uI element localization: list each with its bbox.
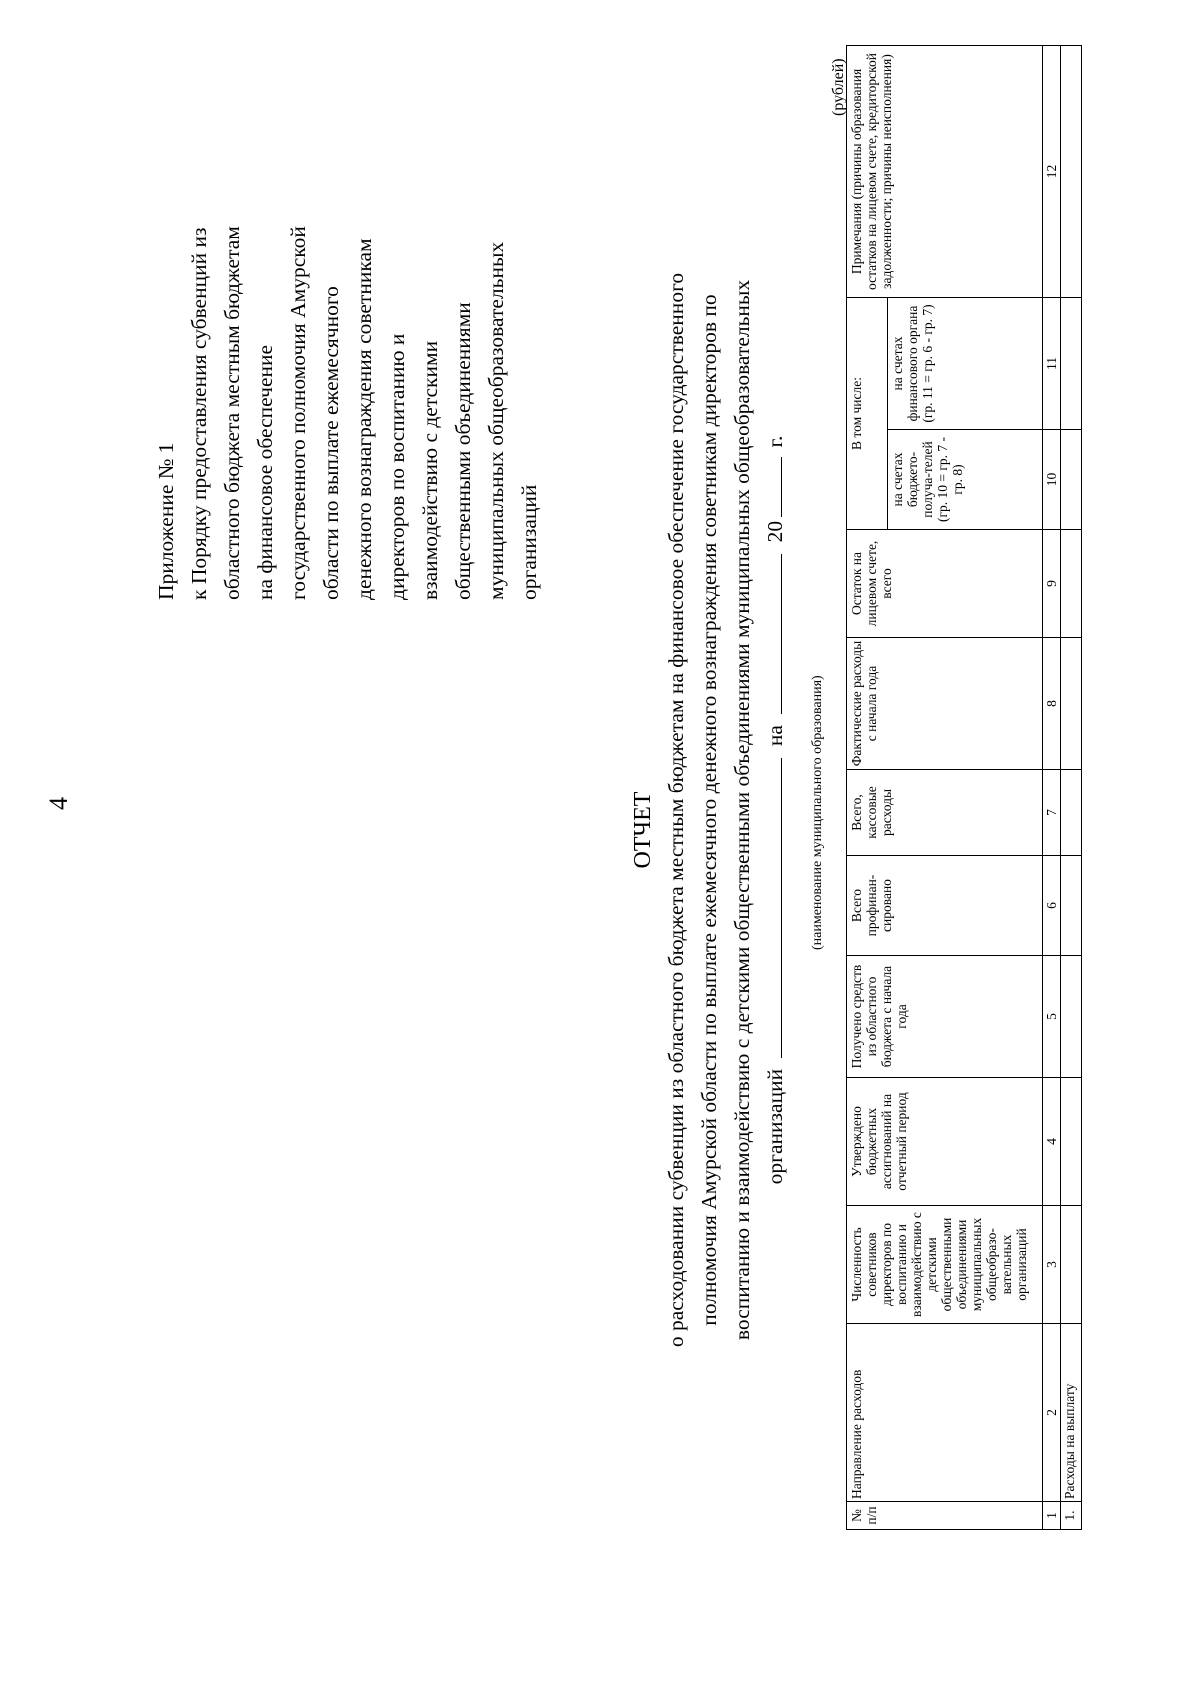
header-cell: Всего, кассовые расходы [847, 770, 1043, 856]
rotated-document [40, 10, 1160, 1650]
report-title: ОТЧЕТ [630, 791, 656, 869]
table-row [1061, 46, 1082, 1530]
page-number: 4 [44, 797, 73, 810]
report-last-line [759, 60, 792, 1560]
appendix-line: к Порядку предоставления субвенций из [187, 227, 211, 600]
report-line: воспитанию и взаимодействию с детскими общественными объединениями муниципальных общеобразовательных [730, 279, 754, 1341]
appendix-line: области по выплате ежемесячного [319, 286, 343, 600]
column-number: 10 [1043, 430, 1061, 530]
header-cell: Фактические расходы с начала года [847, 638, 1043, 770]
column-number: 3 [1043, 1206, 1061, 1324]
column-number: 1 [1043, 1502, 1061, 1530]
appendix-line: муниципальных общеобразовательных [484, 241, 508, 600]
header-cell: Всего профинан-сировано [847, 856, 1043, 956]
table-cell [1061, 638, 1082, 770]
row-direction: Расходы на выплату [1061, 1324, 1082, 1502]
year-prefix: 20 [763, 520, 787, 543]
header-cell: Численность советников директоров по воспитанию и взаимодействию с детскими общественными объединениями муниципальных общеобразо-вательных организаций [847, 1206, 1043, 1324]
table-cell [1061, 770, 1082, 856]
appendix-line: взаимодействию с детскими [418, 340, 442, 600]
year-blank [761, 457, 782, 517]
column-number: 5 [1043, 956, 1061, 1078]
municipality-name-blank [761, 758, 782, 1058]
column-number-row [1043, 46, 1061, 1530]
report-table [846, 45, 1082, 1530]
column-number: 2 [1043, 1324, 1061, 1502]
currency-unit: (рублей) [830, 58, 847, 116]
appendix-line: директоров по воспитанию и [385, 333, 409, 600]
table-cell [1061, 1206, 1082, 1324]
header-cell: Примечания (причины образования остатков на лицевом счете, кредиторской задолженности; причины неисполнения) [847, 46, 1043, 298]
column-number: 11 [1043, 298, 1061, 430]
appendix-line: Приложение № 1 [154, 442, 178, 600]
appendix-line: организаций [517, 484, 541, 600]
header-cell: на счетах бюджето-получа-телей (гр. 10 = гр. 7 - гр. 8) [888, 430, 1043, 530]
header-cell: на счетах финансового органа (гр. 11 = гр. 6 - гр. 7) [888, 298, 1043, 430]
header-cell: № п/п [847, 1502, 1043, 1530]
report-line: полномочия Амурской области по выплате ежемесячного денежного вознаграждения советникам директоров по [697, 294, 721, 1326]
header-cell: Направление расходов [847, 1324, 1043, 1502]
municipality-caption: (наименование муниципального образования) [810, 675, 825, 950]
year-suffix: г. [763, 435, 787, 448]
report-line: о расходовании субвенции из областного бюджета местным бюджетам на финансовое обеспечение государственного [664, 272, 688, 1348]
column-number: 12 [1043, 46, 1061, 298]
header-cell-in-total: В том числе: [847, 298, 888, 530]
report-description [660, 60, 792, 1560]
column-number: 7 [1043, 770, 1061, 856]
column-number: 6 [1043, 856, 1061, 956]
appendix-line: на финансовое обеспечение [253, 344, 277, 600]
table-header-row [847, 46, 888, 1530]
date-blank [761, 554, 782, 714]
column-number: 8 [1043, 638, 1061, 770]
table-cell [1061, 298, 1082, 430]
header-cell: Остаток на лицевом счете, всего [847, 530, 1043, 638]
table-cell [1061, 856, 1082, 956]
header-cell: Утверждено бюджетных ассигнований на отчетный период [847, 1078, 1043, 1206]
table-cell [1061, 530, 1082, 638]
appendix-line: денежного вознаграждения советникам [352, 238, 376, 600]
header-cell: Получено средств из областного бюджета с начала года [847, 956, 1043, 1078]
appendix-line: общественными объединениями [451, 302, 475, 600]
column-number: 4 [1043, 1078, 1061, 1206]
report-line-organizations: организаций [763, 1068, 787, 1185]
appendix-line: государственного полномочия Амурской [286, 226, 310, 600]
table-cell [1061, 956, 1082, 1078]
table-cell [1061, 430, 1082, 530]
appendix-line: областного бюджета местным бюджетам [220, 226, 244, 600]
column-number: 9 [1043, 530, 1061, 638]
table-cell [1061, 46, 1082, 298]
row-number: 1. [1061, 1502, 1082, 1530]
on-word: на [763, 725, 787, 747]
table-cell [1061, 1078, 1082, 1206]
appendix-block [150, 80, 546, 600]
